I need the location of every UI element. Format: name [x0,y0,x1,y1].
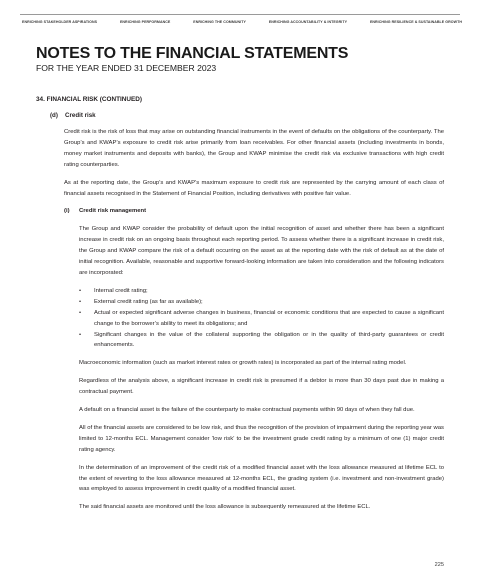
paragraph: As at the reporting date, the Group’s and KWAP’s maximum exposure to credit risk are represented by the carrying amount of each class of financial assets recognised in the Statement of Financial Position, including derivatives with positive fair value. [64,179,444,197]
section-nav [22,20,462,24]
paragraph: Credit risk is the risk of loss that may arise on outstanding financial instruments in the event of defaults on the obligations of the counterparty. The Group’s and KWAP’s exposure to credit risk arise primarily from loan receivables. For other financial assets (including investments in bonds, money market instruments and deposits with banks), the Group and KWAP minimise the credit risk via exclusive transactions with high credit rating counterparties. [64,129,444,168]
header-rule [20,14,460,15]
section-heading: 34. FINANCIAL RISK (CONTINUED) [36,96,143,103]
subsection-label: (d) [50,112,58,119]
nav-item-accountability-integrity[interactable]: ENRICHING ACCOUNTABILITY & INTEGRITY [268,20,348,24]
paragraph: The Group and KWAP consider the probability of default upon the initial recognition of asset and whether there has been a significant increase in credit risk on an ongoing basis throughout each reporting period. To assess whether there is a significant increase in credit risk, the Group and KWAP compare the risk of a default occurring on the asset as at the reporting date with the risk of default as at the date of initial recognition. Available, reasonable and supportive forward-looking information are taken into consideration and the following indicators are incorporated: [79,226,444,276]
heading-title: Credit risk management [79,208,147,215]
page-number: 225 [434,562,444,568]
list-item: • External credit rating (as far as available); [79,297,444,308]
body-text [64,127,444,520]
list-item: • Actual or expected significant adverse changes in business, financial or economic conditions that are expected to cause a significant change to the borrower’s ability to meet its obligations; and [79,308,444,330]
paragraph: All of the financial assets are considered to be low risk, and thus the recognition of the provision of impairment during the reporting year was limited to 12-months ECL. Management consider ‘low risk’ to be the investment grade credit rating by a minimum of one (1) major credit rating agency. [79,424,444,453]
page-subtitle: FOR THE YEAR ENDED 31 DECEMBER 2023 [36,63,217,73]
page-title: NOTES TO THE FINANCIAL STATEMENTS [36,45,349,62]
paragraph: In the determination of an improvement of the credit risk of a modified financial asset with the loss allowance measured at lifetime ECL to the extent of reverting to the loss allowance measured at 12-months ECL, the grading system (i.e. investment and non-investment grade) was employed to assess improvement in credit quality of a modified financial asset. [79,464,444,493]
list-item: • Significant changes in the value of the collateral supporting the obligation or in the quality of third-party guarantees or credit enhancements. [79,330,444,352]
paragraph: Macroeconomic information (such as market interest rates or growth rates) is incorporated as part of the internal rating model. [79,360,407,367]
nav-item-resilience-growth[interactable]: ENRICHING RESILIENCE & SUSTAINABLE GROWTH [369,20,462,24]
nav-item-stakeholder-aspirations[interactable]: ENRICHING STAKEHOLDER ASPIRATIONS [22,20,98,24]
paragraph: A default on a financial asset is the failure of the counterparty to make contractual payments within 90 days of when they fall due. [79,407,415,414]
paragraph: The said financial assets are monitored until the loss allowance is subsequently remeasured at the lifetime ECL. [79,504,371,511]
subsection-title: Credit risk [65,112,96,119]
list-item: • Internal credit rating; [79,286,444,297]
indicator-list [64,286,444,351]
heading-label: (i) [64,208,70,215]
nav-item-performance[interactable]: ENRICHING PERFORMANCE [119,20,171,24]
nav-item-community[interactable]: ENRICHING THE COMMUNITY [193,20,246,24]
subsection-heading [50,112,96,119]
credit-risk-management-heading [64,206,444,217]
paragraph: Regardless of the analysis above, a significant increase in credit risk is presumed if a debtor is more than 30 days past due in making a contractual payment. [79,378,444,396]
